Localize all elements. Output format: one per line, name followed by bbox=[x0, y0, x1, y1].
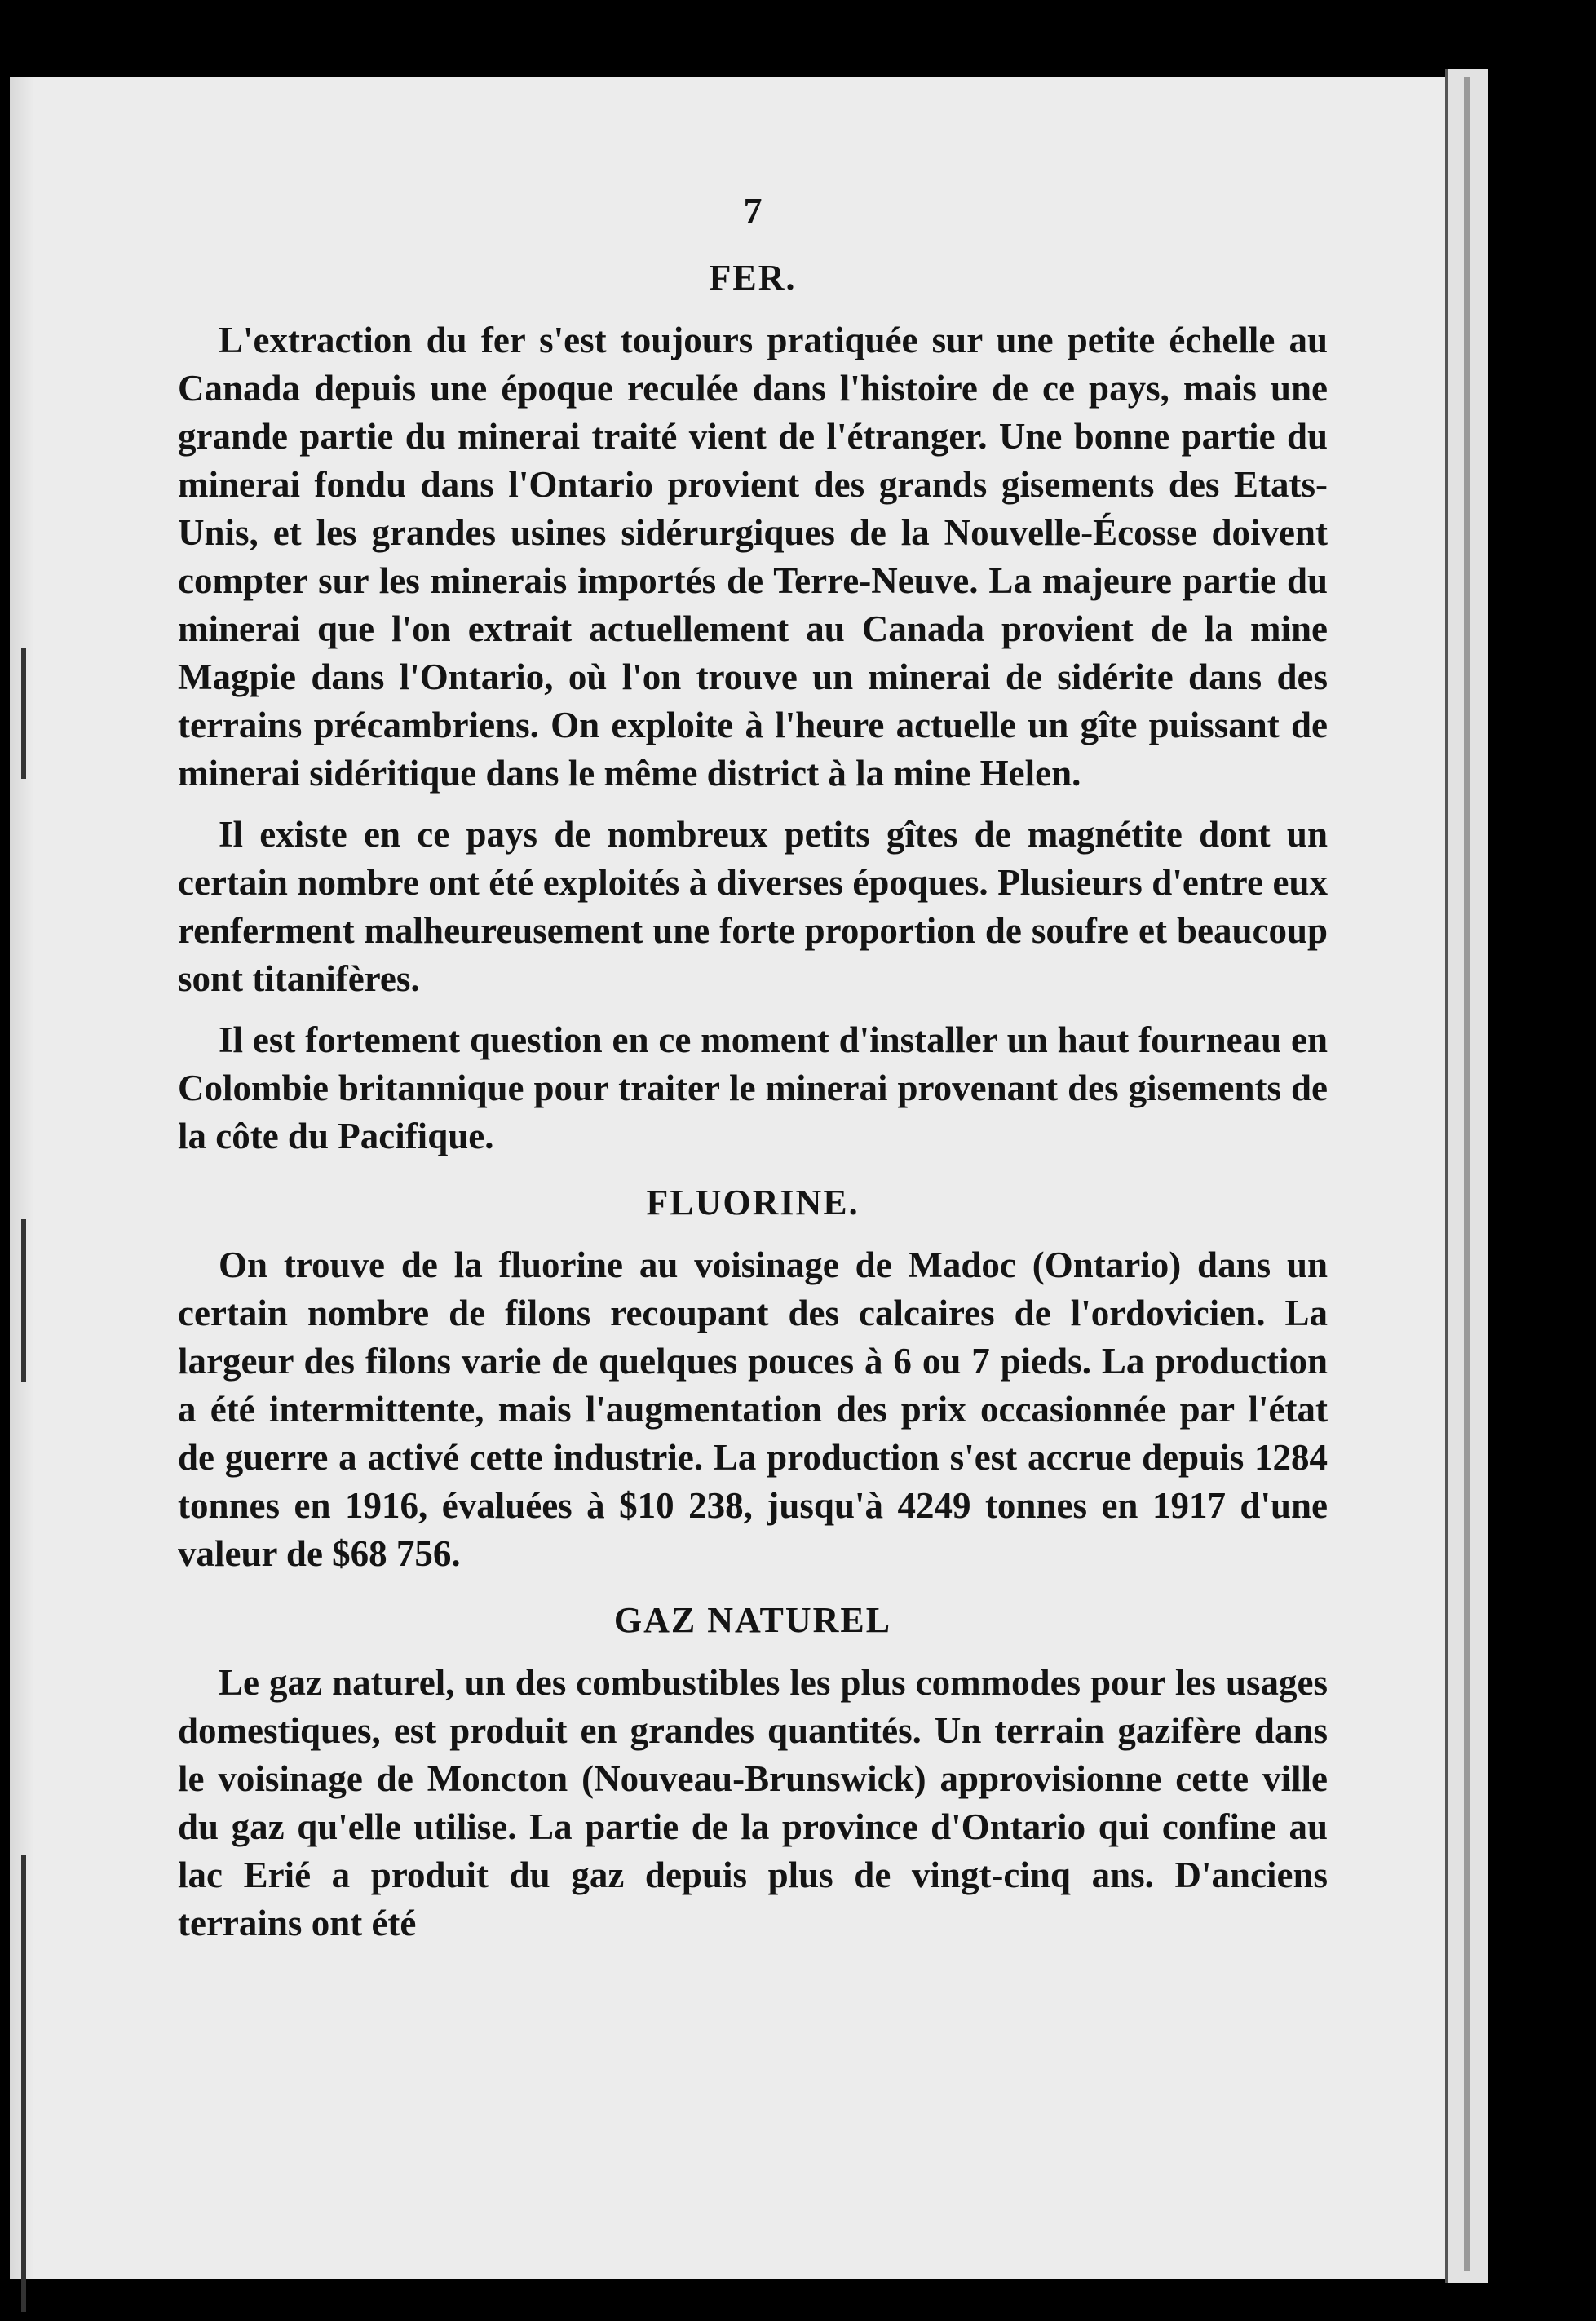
text-column bbox=[178, 189, 1328, 1969]
paragraph: Il existe en ce pays de nombreux petits gîtes de magnétite dont un certain nombre ont été exploités à diverses époques. Plusieurs d'entre eux renferment malheureusement une forte proportion de soufre et beaucoup sont titanifères. bbox=[178, 814, 1328, 999]
page-number: 7 bbox=[743, 190, 763, 232]
paragraph: On trouve de la fluorine au voisinage de Madoc (Ontario) dans un certain nombre de filons recoupant des calcaires de l'ordovicien. La largeur des filons varie de quelques pouces à 6 ou 7 pieds. La production a été intermittente, mais l'augmentation des prix occasionnée par l'état de guerre a activé cette industrie. La production s'est accrue depuis 1284 tonnes en 1916, évaluées à $10 238, jusqu'à 4249 tonnes en 1917 d'une valeur de $68 756. bbox=[178, 1244, 1328, 1574]
section-heading: FLUORINE. bbox=[646, 1183, 860, 1222]
paragraph: Il est fortement question en ce moment d'installer un haut fourneau en Colombie britannique pour traiter le minerai provenant des gisements de la côte du Pacifique. bbox=[178, 1019, 1328, 1156]
section-fer bbox=[178, 257, 1328, 1160]
section-gaz-naturel bbox=[178, 1599, 1328, 1947]
section-heading: GAZ NATUREL bbox=[613, 1600, 892, 1640]
paragraph: Le gaz naturel, un des combustibles les plus commodes pour les usages domestiques, est produit en grandes quantités. Un terrain gazifère dans le voisinage de Moncton (Nouveau-Brunswick) approvisionne cette ville du gaz qu'elle utilise. La partie de la province d'Ontario qui confine au lac Erié a produit du gaz depuis plus de vingt-cinq ans. D'anciens terrains ont été bbox=[178, 1662, 1328, 1943]
margin-mark bbox=[21, 1855, 26, 2312]
margin-mark bbox=[21, 1219, 26, 1382]
page-edge-shadow bbox=[1464, 77, 1470, 2271]
section-fluorine bbox=[178, 1182, 1328, 1578]
facing-page-edge bbox=[1445, 69, 1488, 2283]
paragraph: L'extraction du fer s'est toujours pratiquée sur une petite échelle au Canada depuis une époque reculée dans l'histoire de ce pays, mais une grande partie du minerai traité vient de l'étranger. Une bonne partie du minerai fondu dans l'Ontario provient des grands gisements des Etats-Unis, et les grandes usines sidérurgiques de la Nouvelle-Écosse doivent compter sur les minerais importés de Terre-Neuve. La majeure partie du minerai que l'on extrait actuellement au Canada provient de la mine Magpie dans l'Ontario, où l'on trouve un minerai de sidérite dans des terrains précambriens. On exploite à l'heure actuelle un gîte puissant de minerai sidéritique dans le même district à la mine Helen. bbox=[178, 320, 1328, 794]
margin-mark bbox=[21, 648, 26, 779]
section-heading: FER. bbox=[709, 258, 797, 298]
